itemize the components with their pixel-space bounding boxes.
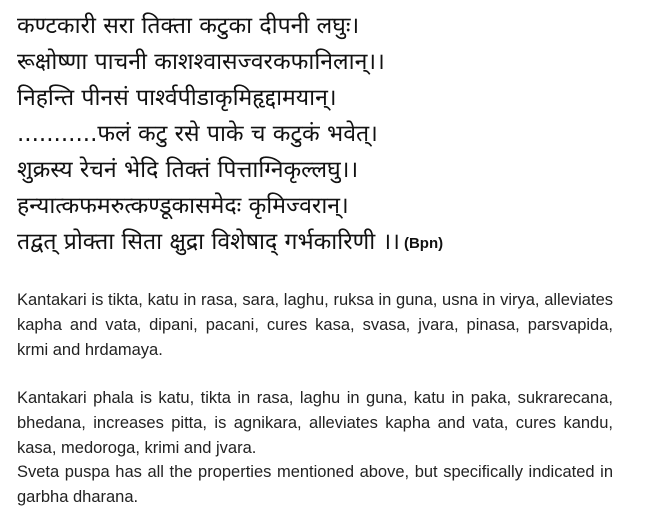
source-citation: (Bpn) [403,235,444,252]
paragraph-text: Kantakari is tikta, katu in rasa, sara, laghu, ruksa in guna, usna in virya, alleviates kapha and vata, dipani, pacani, cures kasa, svasa, jvara, pinasa, parsvapida, krmi and hrdamaya. [17,291,613,359]
verse-line-last [17,224,637,260]
verse-line: रूक्षोष्णा पाचनी काशश्वासज्वरकफानिलान्।। [17,49,385,75]
translation-paragraph-2 [17,386,613,461]
verse-line: हन्यात्कफमरुत्कण्डूकासमेदः कृमिज्वरान्। [17,193,349,219]
paragraph-text: Kantakari phala is katu, tikta in rasa, laghu in guna, katu in paka, sukrarecana, bhedana, increases pitta, is agnikara, alleviates kapha and vata, cures kandu, kasa, medoroga, krimi and jvara. [17,389,613,457]
sanskrit-verse [17,8,637,260]
verse-line: कण्टकारी सरा तिक्ता कटुका दीपनी लघुः। [17,13,360,39]
verse-text: तद्वत् प्रोक्ता सिता क्षुद्रा विशेषाद् गर्भकारिणी ।। [17,229,400,255]
verse-line: ...........फलं कटु रसे पाके च कटुकं भवेत्। [17,121,378,147]
verse-line: शुक्रस्य रेचनं भेदि तिक्तं पित्ताग्निकृल्लघु।। [17,157,359,183]
translation-paragraph-1 [17,288,613,363]
translation-paragraph-3 [17,460,613,510]
paragraph-text: Sveta puspa has all the properties mentioned above, but specifically indicated in garbha dharana. [17,463,613,506]
verse-line: निहन्ति पीनसं पार्श्वपीडाकृमिहृद्दामयान्। [17,85,337,111]
